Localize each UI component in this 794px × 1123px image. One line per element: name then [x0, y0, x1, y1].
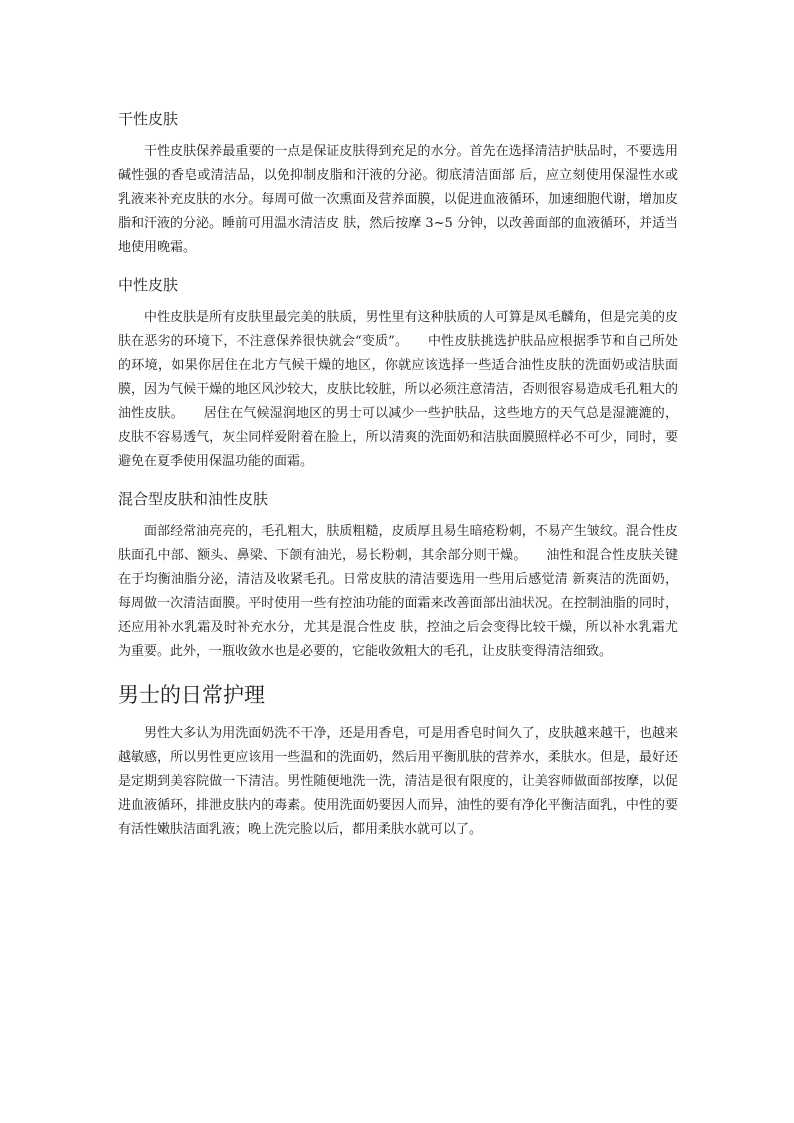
paragraph-daily-care: 男性大多认为用洗面奶洗不干净，还是用香皂，可是用香皂时间久了，皮肤越来越干，也越来越敏感，所以男性更应该用一些温和的洗面奶，然后用平衡肌肤的营养水，柔肤水。但是，最好还是定期到美容院做一下清洁。男性随便地洗一洗，清洁是很有限度的，让美容师做面部按摩，以促进血液循环，排泄皮肤内的毒素。使用洗面奶要因人而异，油性的要有净化平衡洁面乳，中性的要有活性嫩肤洁面乳液；晚上洗完脸以后，都用柔肤水就可以了。 [118, 726, 678, 837]
document-page [118, 108, 678, 842]
heading-combination-oily-skin: 混合型皮肤和油性皮肤 [118, 490, 269, 508]
spacer [118, 260, 678, 274]
spacer [118, 664, 678, 680]
heading-dry-skin: 干性皮肤 [118, 110, 179, 128]
paragraph-neutral-skin: 中性皮肤是所有皮肤里最完美的肤质，男性里有这种肤质的人可算是凤毛麟角，但是完美的皮肤在恶劣的环境下，不注意保养很快就会“变质”。 中性皮肤挑选护肤品应根据季节和自己所处的环境，如果你居住在北方气候干燥的地区，你就应该选择一些适合油性皮肤的洗面奶或洁肤面膜，因为气候干燥的地区风沙较大，皮肤比较脏，所以必须注意清洁，否则很容易造成毛孔粗大的油性皮肤。 居住在气候湿润地区的男士可以减少一些护肤品，这些地方的天气总是湿漉漉的，皮肤不容易透气，灰尘同样爱附着在脸上，所以清爽的洗面奶和洁肤面膜照样必不可少，同时，要避免在夏季使用保温功能的面霜。 [118, 310, 678, 469]
heading-daily-care: 男士的日常护理 [118, 683, 265, 707]
heading-neutral-skin: 中性皮肤 [118, 276, 179, 294]
paragraph-dry-skin: 干性皮肤保养最重要的一点是保证皮肤得到充足的水分。首先在选择清洁护肤品时，不要选用碱性强的香皂或清洁品，以免抑制皮脂和汗液的分泌。彻底清洁面部 后，应立刻使用保湿性水或乳液来补充皮肤的水分。每周可做一次熏面及营养面膜，以促进血液循环，加速细胞代谢，增加皮脂和汗液的分泌。睡前可用温水清洁皮 肤，然后按摩 3~5 分钟，以改善面部的血液循环，并适当地使用晚霜。 [118, 144, 678, 255]
paragraph-combination-oily-skin: 面部经常油亮亮的，毛孔粗大，肤质粗糙，皮质厚且易生暗疮粉刺，不易产生皱纹。混合性皮肤面孔中部、额头、鼻梁、下颌有油光，易长粉刺，其余部分则干燥。 油性和混合性皮肤关键在于均衡油脂分泌，清洁及收紧毛孔。日常皮肤的清洁要选用一些用后感觉清 新爽洁的洗面奶，每周做一次清洁面膜。平时使用一些有控油功能的面霜来改善面部出油状况。在控制油脂的同时，还应用补水乳霜及时补充水分，尤其是混合性皮 肤，控油之后会变得比较干燥，所以补水乳霜尤为重要。此外，一瓶收敛水也是必要的，它能收敛粗大的毛孔，让皮肤变得清洁细致。 [118, 524, 678, 659]
spacer [118, 474, 678, 488]
